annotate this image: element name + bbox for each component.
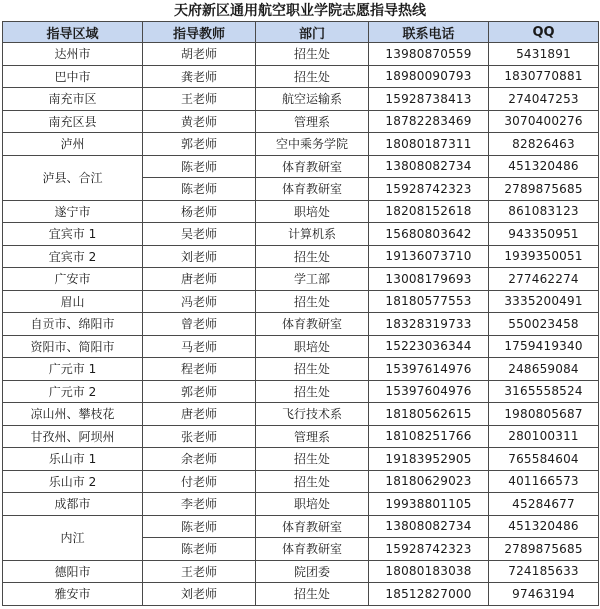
- cell-phone: 18108251766: [369, 425, 489, 448]
- cell-region: 内江: [3, 515, 143, 560]
- table-row: [3, 200, 599, 223]
- cell-department: 职培处: [256, 335, 369, 358]
- cell-department: 职培处: [256, 200, 369, 223]
- cell-phone: 15397614976: [369, 358, 489, 381]
- cell-qq: 550023458: [489, 313, 599, 336]
- table-row: [3, 515, 599, 538]
- table-row: [3, 133, 599, 156]
- cell-qq: 861083123: [489, 200, 599, 223]
- cell-phone: 18512827000: [369, 583, 489, 606]
- cell-teacher: 曾老师: [143, 313, 256, 336]
- cell-qq: 3070400276: [489, 110, 599, 133]
- cell-phone: 18080187311: [369, 133, 489, 156]
- cell-teacher: 杨老师: [143, 200, 256, 223]
- cell-region: 雅安市: [3, 583, 143, 606]
- cell-region: 泸州: [3, 133, 143, 156]
- table-row: [3, 583, 599, 606]
- cell-department: 航空运输系: [256, 88, 369, 111]
- cell-qq: 451320486: [489, 155, 599, 178]
- cell-qq: 943350951: [489, 223, 599, 246]
- cell-phone: 18180629023: [369, 470, 489, 493]
- cell-teacher: 黄老师: [143, 110, 256, 133]
- cell-qq: 3165558524: [489, 380, 599, 403]
- cell-teacher: 郭老师: [143, 380, 256, 403]
- cell-phone: 15223036344: [369, 335, 489, 358]
- cell-qq: 401166573: [489, 470, 599, 493]
- cell-department: 职培处: [256, 493, 369, 516]
- cell-qq: 451320486: [489, 515, 599, 538]
- cell-region: 南充区县: [3, 110, 143, 133]
- cell-region: 宜宾市 1: [3, 223, 143, 246]
- cell-qq: 277462274: [489, 268, 599, 291]
- cell-department: 院团委: [256, 560, 369, 583]
- cell-department: 空中乘务学院: [256, 133, 369, 156]
- cell-phone: 13980870559: [369, 43, 489, 66]
- cell-qq: 1759419340: [489, 335, 599, 358]
- cell-department: 招生处: [256, 448, 369, 471]
- table-row: [3, 358, 599, 381]
- table-row: [3, 268, 599, 291]
- cell-qq: 724185633: [489, 560, 599, 583]
- cell-department: 计算机系: [256, 223, 369, 246]
- cell-teacher: 王老师: [143, 560, 256, 583]
- cell-phone: 18980090793: [369, 65, 489, 88]
- cell-qq: 3335200491: [489, 290, 599, 313]
- cell-qq: 82826463: [489, 133, 599, 156]
- table-row: [3, 88, 599, 111]
- cell-teacher: 唐老师: [143, 403, 256, 426]
- table-row: [3, 380, 599, 403]
- cell-phone: 19183952905: [369, 448, 489, 471]
- cell-region: 甘孜州、阿坝州: [3, 425, 143, 448]
- cell-region: 资阳市、简阳市: [3, 335, 143, 358]
- table-row: [3, 470, 599, 493]
- cell-teacher: 马老师: [143, 335, 256, 358]
- cell-teacher: 刘老师: [143, 245, 256, 268]
- table-row: [3, 290, 599, 313]
- table-row: [3, 43, 599, 66]
- cell-department: 招生处: [256, 358, 369, 381]
- cell-region: 宜宾市 2: [3, 245, 143, 268]
- table-row: [3, 403, 599, 426]
- cell-qq: 45284677: [489, 493, 599, 516]
- cell-phone: 15397604976: [369, 380, 489, 403]
- cell-qq: 1980805687: [489, 403, 599, 426]
- cell-region: 凉山州、攀枝花: [3, 403, 143, 426]
- cell-phone: 18208152618: [369, 200, 489, 223]
- cell-region: 自贡市、绵阳市: [3, 313, 143, 336]
- cell-qq: 248659084: [489, 358, 599, 381]
- header-teacher: 指导教师: [143, 22, 256, 43]
- cell-phone: 18328319733: [369, 313, 489, 336]
- cell-department: 飞行技术系: [256, 403, 369, 426]
- table-row: [3, 110, 599, 133]
- cell-department: 体育教研室: [256, 538, 369, 561]
- cell-department: 体育教研室: [256, 178, 369, 201]
- cell-phone: 18080183038: [369, 560, 489, 583]
- cell-teacher: 程老师: [143, 358, 256, 381]
- cell-qq: 1939350051: [489, 245, 599, 268]
- cell-department: 体育教研室: [256, 515, 369, 538]
- cell-phone: 13008179693: [369, 268, 489, 291]
- page-title: 天府新区通用航空职业学院志愿指导热线: [174, 3, 426, 19]
- cell-region: 达州市: [3, 43, 143, 66]
- cell-department: 招生处: [256, 380, 369, 403]
- cell-teacher: 龚老师: [143, 65, 256, 88]
- header-phone: 联系电话: [369, 22, 489, 43]
- cell-region: 德阳市: [3, 560, 143, 583]
- cell-region: 成都市: [3, 493, 143, 516]
- cell-phone: 18180562615: [369, 403, 489, 426]
- cell-department: 招生处: [256, 583, 369, 606]
- cell-phone: 15680803642: [369, 223, 489, 246]
- cell-teacher: 李老师: [143, 493, 256, 516]
- cell-teacher: 付老师: [143, 470, 256, 493]
- cell-region: 南充市区: [3, 88, 143, 111]
- cell-region: 广元市 2: [3, 380, 143, 403]
- table-row: [3, 155, 599, 178]
- cell-qq: 2789875685: [489, 178, 599, 201]
- cell-qq: 274047253: [489, 88, 599, 111]
- cell-region: 广安市: [3, 268, 143, 291]
- cell-teacher: 陈老师: [143, 178, 256, 201]
- cell-teacher: 王老师: [143, 88, 256, 111]
- cell-qq: 5431891: [489, 43, 599, 66]
- cell-teacher: 余老师: [143, 448, 256, 471]
- cell-qq: 765584604: [489, 448, 599, 471]
- table-row: [3, 245, 599, 268]
- cell-department: 体育教研室: [256, 313, 369, 336]
- cell-region: 遂宁市: [3, 200, 143, 223]
- cell-phone: 15928738413: [369, 88, 489, 111]
- cell-phone: 18180577553: [369, 290, 489, 313]
- cell-region: 乐山市 1: [3, 448, 143, 471]
- cell-phone: 18782283469: [369, 110, 489, 133]
- table-row: [3, 560, 599, 583]
- cell-teacher: 陈老师: [143, 155, 256, 178]
- cell-department: 招生处: [256, 245, 369, 268]
- hotline-table: [2, 21, 599, 606]
- cell-qq: 1830770881: [489, 65, 599, 88]
- cell-qq: 2789875685: [489, 538, 599, 561]
- cell-teacher: 唐老师: [143, 268, 256, 291]
- header-region: 指导区域: [3, 22, 143, 43]
- cell-teacher: 陈老师: [143, 515, 256, 538]
- table-row: [3, 313, 599, 336]
- cell-department: 管理系: [256, 110, 369, 133]
- cell-teacher: 郭老师: [143, 133, 256, 156]
- cell-region: 巴中市: [3, 65, 143, 88]
- cell-phone: 19136073710: [369, 245, 489, 268]
- table-row: [3, 448, 599, 471]
- cell-department: 体育教研室: [256, 155, 369, 178]
- cell-phone: 15928742323: [369, 178, 489, 201]
- cell-department: 招生处: [256, 65, 369, 88]
- table-header-row: [3, 22, 599, 43]
- cell-department: 招生处: [256, 43, 369, 66]
- cell-phone: 13808082734: [369, 515, 489, 538]
- table-row: [3, 493, 599, 516]
- header-department: 部门: [256, 22, 369, 43]
- cell-department: 招生处: [256, 290, 369, 313]
- table-row: [3, 223, 599, 246]
- cell-phone: 15928742323: [369, 538, 489, 561]
- cell-teacher: 冯老师: [143, 290, 256, 313]
- cell-teacher: 胡老师: [143, 43, 256, 66]
- cell-teacher: 吴老师: [143, 223, 256, 246]
- cell-teacher: 陈老师: [143, 538, 256, 561]
- cell-teacher: 张老师: [143, 425, 256, 448]
- table-row: [3, 335, 599, 358]
- cell-qq: 97463194: [489, 583, 599, 606]
- cell-department: 管理系: [256, 425, 369, 448]
- cell-region: 眉山: [3, 290, 143, 313]
- cell-phone: 19938801105: [369, 493, 489, 516]
- cell-region: 广元市 1: [3, 358, 143, 381]
- table-row: [3, 425, 599, 448]
- cell-teacher: 刘老师: [143, 583, 256, 606]
- cell-department: 招生处: [256, 470, 369, 493]
- cell-region: 乐山市 2: [3, 470, 143, 493]
- cell-department: 学工部: [256, 268, 369, 291]
- table-row: [3, 65, 599, 88]
- cell-phone: 13808082734: [369, 155, 489, 178]
- header-qq: QQ: [489, 22, 599, 43]
- cell-region: 泸县、合江: [3, 155, 143, 200]
- cell-qq: 280100311: [489, 425, 599, 448]
